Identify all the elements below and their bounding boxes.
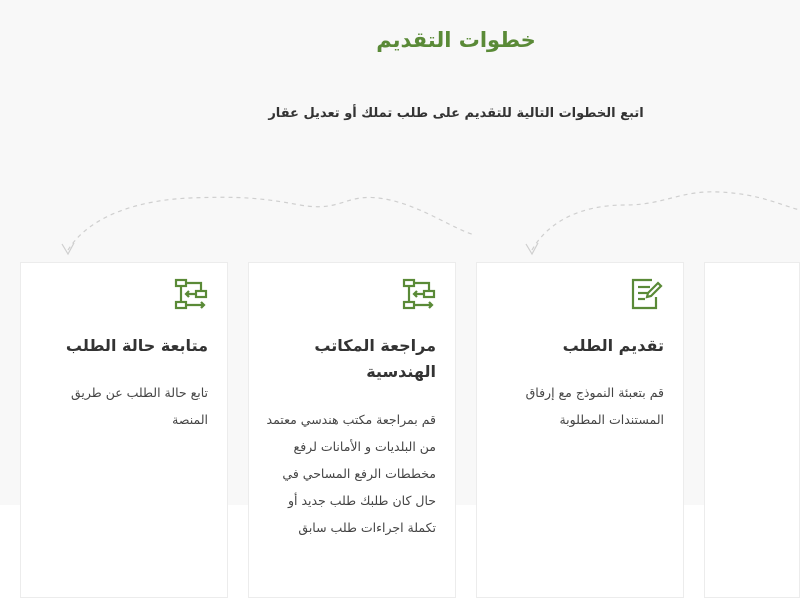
step-card-engineering-review	[248, 262, 456, 598]
edit-form-icon	[630, 277, 664, 311]
step-description: قم بتعبئة النموذج مع إرفاق المستندات المطلوبة	[525, 385, 664, 427]
step-card-track-status	[20, 262, 228, 598]
section-subtitle: اتبع الخطوات التالية للتقديم على طلب تملك أو تعديل عقار	[268, 106, 644, 121]
step-title: متابعة حالة الطلب	[65, 336, 208, 355]
step-description	[715, 379, 800, 406]
step-title: تقديم الطلب	[562, 336, 664, 355]
workflow-icon	[402, 277, 436, 311]
step-description: قم بمراجعة مكتب هندسي معتمد من البلديات و الأمانات لرفع مخططات الرفع المساحي في حال كان طلبك طلب جديد أو تكملة اجراءات طلب سابق	[266, 412, 436, 535]
section-title: خطوات التقديم	[376, 28, 536, 52]
step-card-partial	[704, 262, 800, 598]
step-title: مراجعة المكاتب الهندسية	[314, 336, 436, 381]
workflow-icon	[174, 277, 208, 311]
step-description: تابع حالة الطلب عن طريق المنصة	[70, 385, 208, 427]
step-card-submit-request	[476, 262, 684, 598]
